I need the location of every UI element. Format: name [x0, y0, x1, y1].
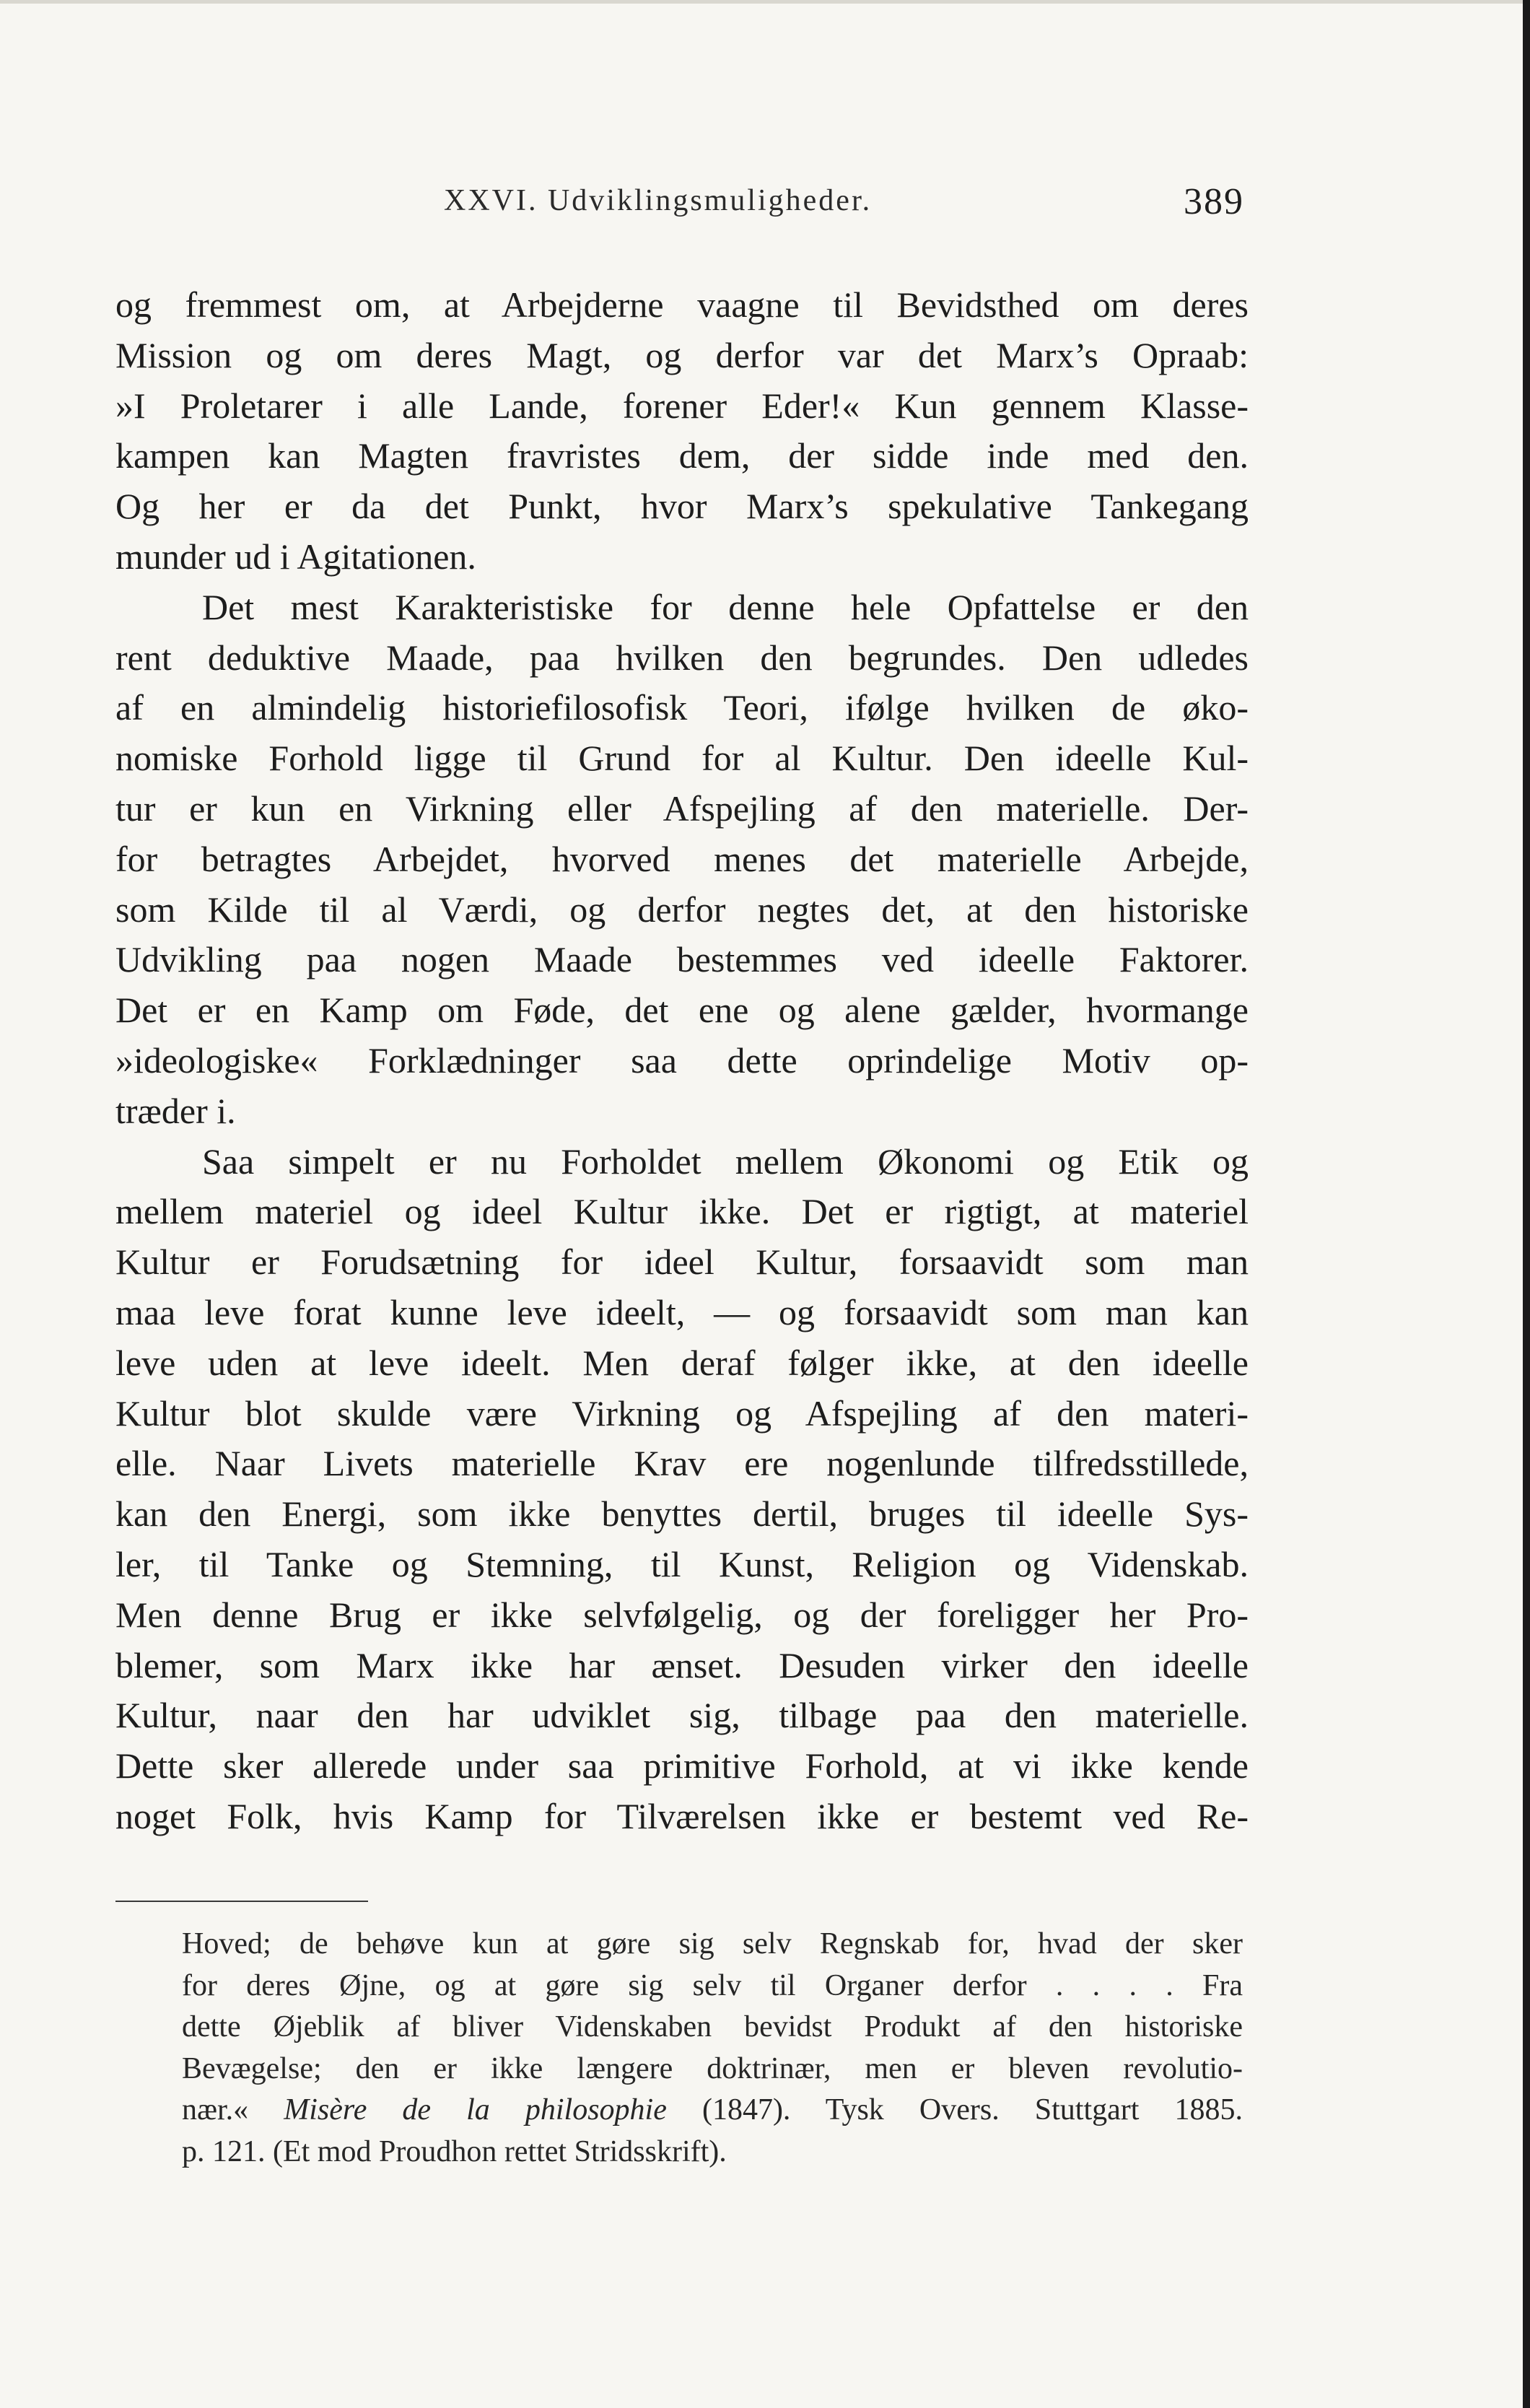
running-title: XXVI. Udviklingsmuligheder. [444, 184, 873, 217]
body-line: kan den Energi, som ikke benyttes dertil, bruges til ideelle Sys- [115, 1493, 1249, 1535]
body-line: ler, til Tanke og Stemning, til Kunst, Religion og Videnskab. [115, 1543, 1249, 1584]
page-number: 389 [1184, 181, 1244, 222]
cited-title: Misère de la philosophie [284, 2093, 667, 2126]
body-line: Saa simpelt er nu Forholdet mellem Økonomi og Etik og [202, 1140, 1249, 1182]
body-line: Kultur, naar den har udviklet sig, tilbage paa den materielle. [115, 1695, 1249, 1736]
body-line: Det er en Kamp om Føde, det ene og alene gælder, hvormange [115, 990, 1249, 1031]
body-line: og fremmest om, at Arbejderne vaagne til Bevidsthed om deres [115, 284, 1249, 325]
body-line: »ideologiske« Forklædninger saa dette oprindelige Motiv op- [115, 1039, 1249, 1081]
page-right-edge [1523, 0, 1530, 2408]
footnote-line [182, 2090, 1243, 2132]
footnote-line: for deres Øjne, og at gøre sig selv til Organer derfor . . . . Fra [182, 1968, 1243, 2002]
body-line: træder i. [115, 1090, 236, 1131]
page-top-edge [0, 0, 1530, 4]
body-line: Og her er da det Punkt, hvor Marx’s spekulative Tankegang [115, 486, 1249, 527]
body-line: rent deduktive Maade, paa hvilken den begrundes. Den udledes [115, 637, 1249, 678]
body-line: Udvikling paa nogen Maade bestemmes ved ideelle Faktorer. [115, 939, 1249, 980]
body-line: som Kilde til al Værdi, og derfor negtes det, at den historiske [115, 889, 1249, 930]
body-line: Kultur blot skulde være Virkning og Afspejling af den materi- [115, 1392, 1249, 1434]
body-line: »I Proletarer i alle Lande, forener Eder!« Kun gennem Klasse- [115, 385, 1249, 426]
body-line: Dette sker allerede under saa primitive Forhold, at vi ikke kende [115, 1745, 1249, 1787]
footnote-line: Bevægelse; den er ikke længere doktrinær, men er bleven revolutio- [182, 2051, 1243, 2085]
body-line: maa leve forat kunne leve ideelt, — og forsaavidt som man kan [115, 1291, 1249, 1332]
body-line: nomiske Forhold ligge til Grund for al Kultur. Den ideelle Kul- [115, 738, 1249, 779]
body-line: elle. Naar Livets materielle Krav ere nogenlunde tilfredsstillede, [115, 1443, 1249, 1484]
footnote [182, 1924, 1243, 2173]
footnote-line: Hoved; de behøve kun at gøre sig selv Regnskab for, hvad der sker [182, 1927, 1243, 1960]
body-line: tur er kun en Virkning eller Afspejling af den materielle. Der- [115, 788, 1249, 829]
body-line: Kultur er Forudsætning for ideel Kultur, forsaavidt som man [115, 1242, 1249, 1283]
body-line: Mission og om deres Magt, og derfor var det Marx’s Opraab: [115, 334, 1249, 375]
body-line: Men denne Brug er ikke selvfølgelig, og der foreligger her Pro- [115, 1594, 1249, 1635]
body-line: munder ud i Agitationen. [115, 536, 476, 577]
body-line: noget Folk, hvis Kamp for Tilværelsen ikke er bestemt ved Re- [115, 1795, 1249, 1836]
body-line: af en almindelig historiefilosofisk Teori, ifølge hvilken de øko- [115, 687, 1249, 728]
page-header [115, 180, 1249, 238]
footnote-rule [115, 1901, 368, 1902]
body-line: mellem materiel og ideel Kultur ikke. Det er rigtigt, at materiel [115, 1191, 1249, 1232]
footnote-text: (1847). Tysk Overs. Stuttgart 1885. [701, 2093, 1243, 2126]
footnote-line: p. 121. (Et mod Proudhon rettet Stridsskrift). [182, 2134, 727, 2168]
body-line: Det mest Karakteristiske for denne hele Opfattelse er den [202, 586, 1249, 627]
footnote-text: nær.« [182, 2093, 249, 2126]
body-line: blemer, som Marx ikke har ænset. Desuden virker den ideelle [115, 1644, 1249, 1685]
body-line: kampen kan Magten fravristes dem, der sidde inde med den. [115, 435, 1249, 476]
body-text [115, 280, 1249, 1842]
body-line: leve uden at leve ideelt. Men deraf følger ikke, at den ideelle [115, 1342, 1249, 1383]
footnote-line: dette Øjeblik af bliver Videnskaben bevidst Produkt af den historiske [182, 2010, 1243, 2043]
body-line: for betragtes Arbejdet, hvorved menes det materielle Arbejde, [115, 838, 1249, 879]
